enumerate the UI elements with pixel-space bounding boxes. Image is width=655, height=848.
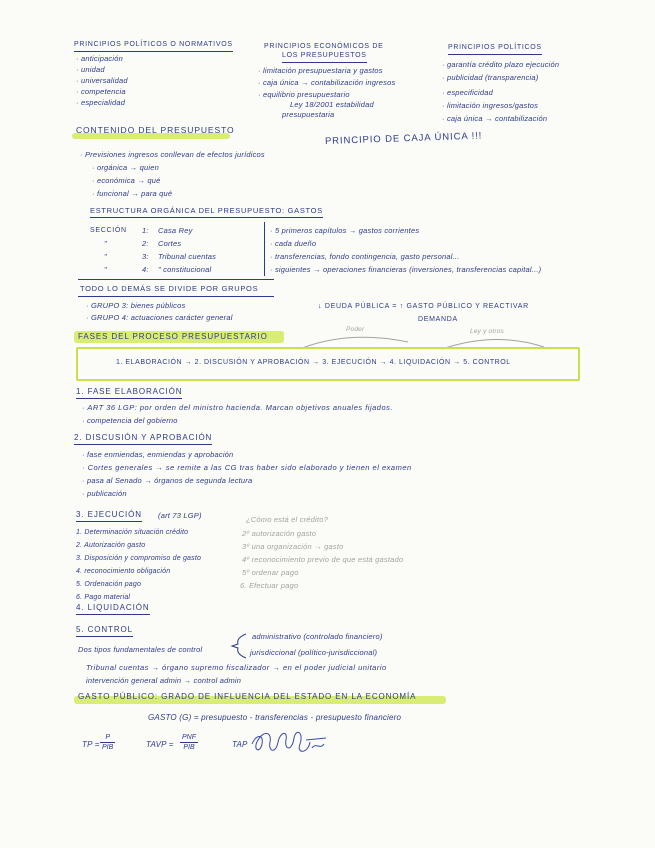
- fase-step: 5. CONTROL: [463, 359, 511, 366]
- section-label: ": [104, 239, 107, 248]
- annotation-poder: Poder: [346, 326, 365, 333]
- pencil-note: 4º reconocimiento previo de que está gastado: [242, 555, 404, 564]
- list-item: · Cortes generales → se remite a las CG tras haber sido elaborado y tienen el examen: [82, 463, 412, 473]
- law-note-line2: presupuestaria: [282, 110, 335, 119]
- list-item: · GRUPO 3: bienes públicos: [86, 301, 185, 311]
- ratio-denominator: PIB: [102, 744, 114, 751]
- column-divider: [264, 222, 265, 276]
- list-item: · limitación presupuestaria y gastos: [258, 66, 383, 76]
- fase-step: 4. LIQUIDACIÓN: [389, 359, 451, 366]
- fase5-title: 5. CONTROL: [76, 625, 133, 637]
- control-rama: administrativo (controlado financiero): [252, 632, 383, 641]
- fases-sequence: [116, 358, 511, 368]
- fase-step: 2. DISCUSIÓN Y APROBACIÓN: [194, 359, 310, 366]
- list-item: 5. Ordenación pago: [76, 581, 142, 588]
- ratio-denominator: PIB: [183, 744, 195, 751]
- arrow-icon: →: [379, 359, 388, 366]
- pencil-note: 6. Efectuar pago: [240, 581, 299, 590]
- political-principles-title: PRINCIPIOS POLÍTICOS: [448, 43, 542, 55]
- list-item: · GRUPO 4: actuaciones carácter general: [86, 313, 233, 323]
- list-item: · siguientes → operaciones financieras (inversiones, transferencias capital...): [270, 265, 541, 275]
- fase2-title: 2. DISCUSIÓN Y APROBACIÓN: [74, 433, 212, 445]
- divider: [78, 296, 274, 297]
- list-item: · cada dueño: [270, 239, 316, 249]
- list-item: · 5 primeros capítulos → gastos corrientes: [270, 226, 419, 236]
- section-label: ": [104, 252, 107, 261]
- list-item: · especificidad: [442, 88, 493, 98]
- ratio-numerator: PNF: [182, 734, 196, 741]
- pencil-note: 3º una organización → gasto: [242, 542, 344, 551]
- ratio-label: TAVP =: [146, 740, 174, 749]
- section-name: Cortes: [158, 239, 182, 248]
- list-item: · funcional → para qué: [92, 189, 172, 199]
- fase4-title: 4. LIQUIDACIÓN: [76, 603, 150, 615]
- list-item: · competencia del gobierno: [82, 416, 178, 426]
- normative-principles-title: PRINCIPIOS POLÍTICOS O NORMATIVOS: [74, 40, 233, 52]
- section-number: 4:: [142, 265, 149, 274]
- fase1-title: 1. FASE ELABORACIÓN: [76, 387, 182, 399]
- section-number: 1:: [142, 226, 149, 235]
- arrow-icon: →: [184, 359, 193, 366]
- section-number: 3:: [142, 252, 149, 261]
- list-item: · transferencias, fondo contingencia, gasto personal...: [270, 252, 459, 262]
- list-item: · publicidad (transparencia): [442, 73, 538, 83]
- list-item: 1. Determinación situación crédito: [76, 529, 189, 536]
- scribble-mark: [250, 728, 330, 758]
- divider: [78, 279, 274, 280]
- list-item: · orgánica → quien: [92, 163, 159, 173]
- list-item: 2. Autorización gasto: [76, 542, 146, 549]
- gasto-formula: GASTO (G) = presupuesto - transferencias - presupuesto financiero: [148, 713, 402, 722]
- list-item: 6. Pago material: [76, 594, 131, 601]
- bracket-icon: [230, 632, 250, 660]
- section-name: Tribunal cuentas: [158, 252, 217, 261]
- list-item: 4. reconocimiento obligación: [76, 568, 171, 575]
- economic-principles-title-line2: LOS PRESUPUESTOS: [282, 51, 367, 63]
- list-item: · especialidad: [76, 98, 125, 108]
- economic-principles-title: PRINCIPIOS ECONÓMICOS DE: [264, 43, 384, 50]
- grupos-heading: TODO LO DEMÁS SE DIVIDE POR GRUPOS: [80, 284, 259, 293]
- control-tipos: Dos tipos fundamentales de control: [78, 645, 203, 654]
- ratio-label: TAP: [232, 740, 248, 749]
- section-number: 2:: [142, 239, 149, 248]
- control-rama: jurisdiccional (político-jurisdiccional): [250, 648, 378, 657]
- list-item: · pasa al Senado → órganos de segunda lectura: [82, 476, 252, 486]
- ratio-fraction: [100, 733, 115, 752]
- list-item: · económica → qué: [92, 176, 160, 186]
- section-name: " constitucional: [158, 265, 212, 274]
- previsiones-text: · Previsiones ingresos conllevan de efectos jurídicos: [80, 150, 265, 160]
- annotation-ley: Ley y otros: [470, 328, 504, 335]
- fase3-title: 3. EJECUCIÓN: [76, 510, 142, 522]
- control-organo: Tribunal cuentas → órgano supremo fiscalizador → en el poder judicial unitario: [86, 663, 387, 672]
- fase-step: 3. EJECUCIÓN: [322, 359, 378, 366]
- deuda-note: ↓ DEUDA PÚBLICA = ↑ GASTO PÚBLICO Y REACTIVAR: [318, 303, 529, 310]
- list-item: · caja única → contabilización: [442, 114, 547, 124]
- list-item: 3. Disposición y compromiso de gasto: [76, 555, 202, 562]
- control-organo: intervención general admin → control admin: [86, 676, 242, 685]
- ratio-label: TP =: [82, 740, 100, 749]
- pencil-note: 2º autorización gasto: [242, 529, 317, 538]
- deuda-note-line2: DEMANDA: [418, 316, 458, 323]
- arrow-icon: →: [312, 359, 320, 366]
- section-title-contenido: CONTENIDO DEL PRESUPUESTO: [76, 125, 235, 135]
- list-item: · publicación: [82, 489, 127, 499]
- pencil-note: ¿Cómo está el crédito?: [246, 515, 328, 524]
- list-item: · anticipación: [76, 54, 123, 64]
- list-item: · ART 36 LGP: por orden del ministro hacienda. Marcan objetivos anuales fijados.: [82, 403, 393, 413]
- list-item: · garantía crédito plazo ejecución: [442, 60, 559, 70]
- caja-unica-note: PRINCIPIO DE CAJA ÚNICA !!!: [324, 130, 483, 147]
- section-label: ": [104, 265, 107, 274]
- ratio-numerator: P: [100, 733, 115, 743]
- list-item: · unidad: [76, 65, 105, 75]
- list-item: · competencia: [76, 87, 126, 97]
- arrow-icon: →: [453, 359, 461, 366]
- list-item: · universalidad: [76, 76, 128, 86]
- section-name: Casa Rey: [158, 226, 193, 235]
- section-label: SECCIÓN: [90, 227, 127, 234]
- list-item: · limitación ingresos/gastos: [442, 101, 538, 111]
- fase3-reference: (art 73 LGP): [158, 511, 202, 520]
- law-note: Ley 18/2001 estabilidad: [290, 100, 374, 109]
- ratio-fraction: [180, 733, 198, 752]
- pencil-note: 5º ordenar pago: [242, 568, 299, 577]
- list-item: · caja única → contabilización ingresos: [258, 78, 395, 88]
- fases-title: FASES DEL PROCESO PRESUPUESTARIO: [78, 332, 268, 341]
- list-item: · fase enmiendas, enmiendas y aprobación: [82, 450, 233, 460]
- gasto-title: GASTO PÚBLICO: GRADO DE INFLUENCIA DEL ESTADO EN LA ECONOMÍA: [78, 692, 417, 701]
- fase-step: 1. ELABORACIÓN: [116, 359, 183, 366]
- estructura-title: ESTRUCTURA ORGÁNICA DEL PRESUPUESTO: GASTOS: [90, 206, 323, 218]
- list-item: · equilibrio presupuestario: [258, 90, 350, 100]
